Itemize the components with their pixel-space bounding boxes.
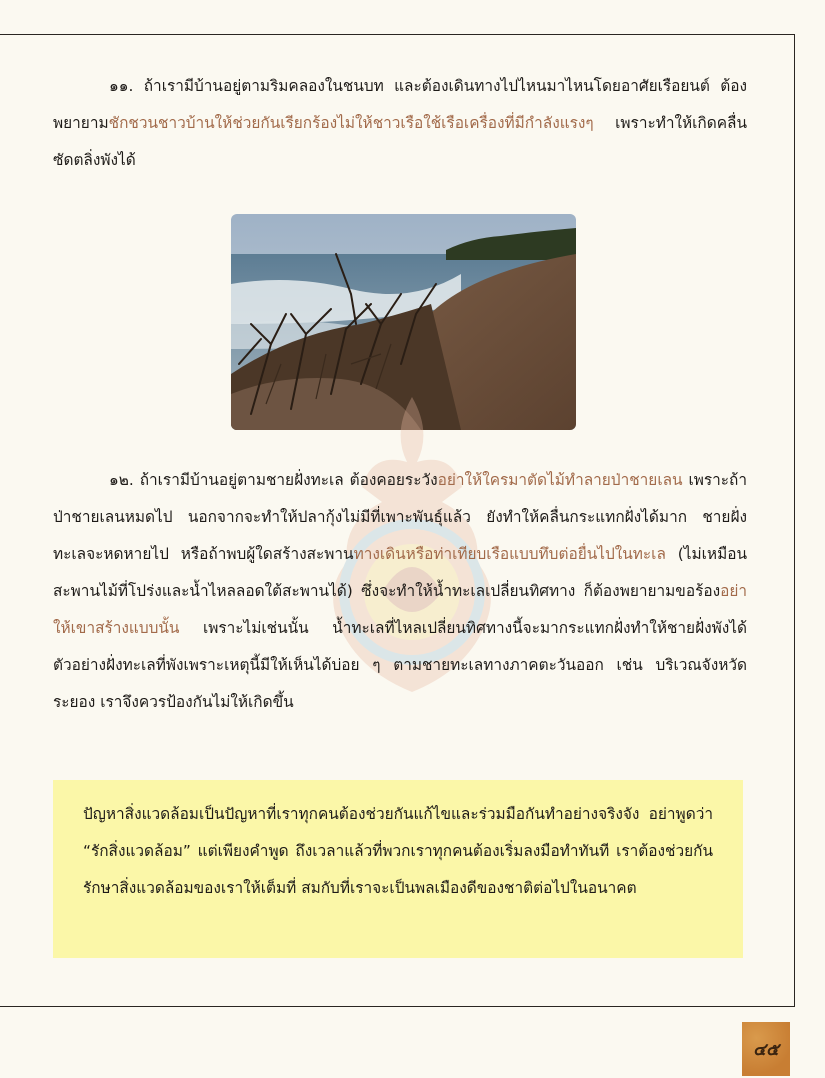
- item-12-highlight-1: อย่าให้ใครมาตัดไม้ทำลายป่าชายเลน: [437, 471, 683, 489]
- summary-callout-box: [53, 780, 743, 958]
- item-12-highlight-3: อย่าให้เขาสร้างแบบนั้น: [53, 582, 747, 637]
- item-12-text-3: (ไม่เหมือนสะพานไม้ที่โปร่งและน้ำไหลลอดใต้สะพานได้) ซึ่งจะทำให้น้ำทะเลเปลี่ยนทิศทาง ก็ต้องพยายามขอร้อง: [53, 545, 747, 600]
- summary-text: ปัญหาสิ่งแวดล้อมเป็นปัญหาที่เราทุกคนต้องช่วยกันแก้ไขและร่วมมือกันทำอย่างจริงจัง อย่าพูดว่า “รักสิ่งแวดล้อม” แต่เพียงคำพูด ถึงเวลาแล้วที่พวกเราทุกคนต้องเริ่มลงมือทำทันที เราต้องช่วยกันรักษาสิ่งแวดล้อมของเราให้เต็มที่ สมกับที่เราจะเป็นพลเมืองดีของชาติต่อไปในอนาคต: [83, 805, 713, 897]
- page-number: ๔๕: [742, 1022, 790, 1076]
- paragraph-item-11: [53, 68, 747, 179]
- item-12-text-1: ๑๒. ถ้าเรามีบ้านอยู่ตามชายฝั่งทะเล ต้องคอยระวัง: [109, 471, 438, 489]
- item-11-text-2: เพราะทำให้เกิดคลื่นซัดตลิ่งพังได้: [53, 114, 747, 169]
- paragraph-item-12: [53, 462, 747, 721]
- item-12-text-2: เพราะถ้าป่าชายเลนหมดไป นอกจากจะทำให้ปลากุ้งไม่มีที่เพาะพันธุ์แล้ว ยังทำให้คลื่นกระแทกฝั่งได้มาก ชายฝั่งทะเลจะหดหายไป หรือถ้าพบผู้ใดสร้างสะพาน: [53, 471, 747, 563]
- item-12-text-4: เพราะไม่เช่นนั้น น้ำทะเลที่ไหลเปลี่ยนทิศทางนี้จะมากระแทกฝั่งทำให้ชายฝั่งพังได้ ตัวอย่างฝั่งทะเลที่พังเพราะเหตุนี้มีให้เห็นได้บ่อย ๆ ตามชายทะเลทางภาคตะวันออก เช่น บริเวณจังหวัดระยอง เราจึงควรป้องกันไม่ให้เกิดขึ้น: [53, 619, 747, 711]
- item-11-text-1: ๑๑. ถ้าเรามีบ้านอยู่ตามริมคลองในชนบท และต้องเดินทางไปไหนมาไหนโดยอาศัยเรือยนต์ ต้องพยายาม: [53, 77, 747, 132]
- item-11-highlight-1: ชักชวนชาวบ้านให้ช่วยกันเรียกร้องไม่ให้ชาวเรือใช้เรือเครื่องที่มีกำลังแรงๆ: [108, 114, 594, 132]
- item-12-highlight-2: ทางเดินหรือท่าเทียบเรือแบบทึบต่อยื่นไปในทะเล: [353, 545, 666, 563]
- eroded-coastline-photo: [231, 214, 576, 430]
